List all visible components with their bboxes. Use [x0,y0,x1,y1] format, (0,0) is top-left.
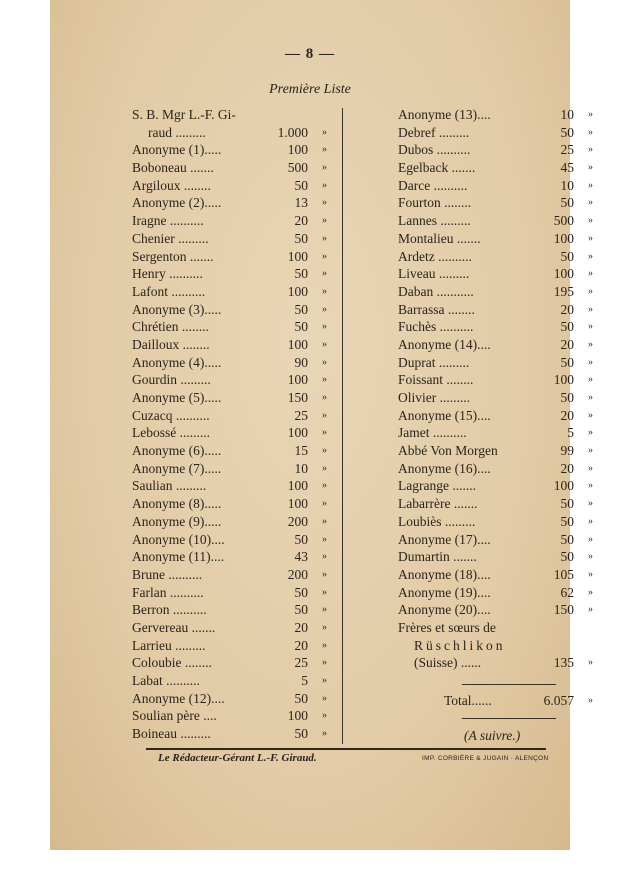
donor-name: Anonyme (5)..... [132,390,222,405]
donor-name: Dailloux ........ [132,336,210,352]
list-row [348,442,593,460]
unit-mark: » [588,604,593,616]
donor-name: Coloubie ........ [132,655,212,671]
list-row [348,531,593,549]
donor-name: Cuzacq .......... [132,407,210,423]
total-rule-bottom [462,718,556,719]
list-row [348,584,593,602]
donor-name: Lagrange ....... [398,478,476,494]
donor-name: Anonyme (19).... [398,584,491,600]
donor-name: Fuchès .......... [398,319,474,335]
donation-amount: 200 [287,566,308,582]
right-column [348,106,593,672]
donation-amount: 100 [287,248,308,264]
list-row [132,389,344,407]
list-row [132,513,344,531]
donation-amount: 100 [287,478,308,494]
unit-mark: » [588,480,593,492]
list-row [348,619,560,637]
list-row [348,230,593,248]
donor-name: Anonyme (18).... [398,566,491,582]
donor-name: Foissant ........ [398,372,474,388]
list-row [132,230,344,248]
donor-name: Brune .......... [132,566,203,582]
donation-amount: 13 [294,195,308,211]
unit-mark: » [588,109,593,120]
donation-amount: 100 [553,372,574,388]
list-row [348,460,593,478]
unit-mark: » [322,303,327,315]
unit-mark: » [322,533,327,545]
donation-amount: 195 [553,283,574,299]
list-row [132,601,344,619]
donor-name: Duprat ......... [398,354,470,370]
donation-amount: 45 [560,160,574,176]
list-row [348,424,593,442]
page-number: — 8 — [285,46,335,62]
list-row [348,371,593,389]
donation-amount: 100 [287,425,308,441]
unit-mark: » [588,657,593,669]
unit-mark: » [322,285,327,297]
left-column [132,106,344,743]
unit-mark: » [322,356,327,368]
donor-name: Labarrère ....... [398,496,478,512]
list-row [132,495,344,513]
donor-name: Anonyme (9)..... [132,513,222,529]
donation-amount: 50 [560,531,574,547]
donor-name: Sergenton ....... [132,248,214,264]
donation-amount: 100 [287,496,308,512]
donor-name: Anonyme (17).... [398,531,491,547]
list-row [348,566,593,584]
donation-amount: 25 [294,407,308,423]
list-row [348,106,593,124]
unit-mark: » [322,639,327,651]
donation-amount: 50 [560,496,574,512]
donor-name: Anonyme (12).... [132,690,225,706]
donor-name: Lafont .......... [132,283,206,299]
donation-amount: 50 [560,549,574,565]
donation-amount: 100 [287,372,308,388]
donation-amount: 100 [287,283,308,299]
donor-name: Lannes ......... [398,213,471,229]
unit-mark: » [322,568,327,580]
list-row [132,442,344,460]
donation-amount: 15 [294,443,308,459]
donation-amount: 50 [560,248,574,264]
donor-name: Anonyme (4)..... [132,354,222,370]
unit-mark: » [322,480,327,492]
unit-mark: » [588,338,593,350]
donor-name: Anonyme (8)..... [132,496,222,512]
footer-rule [146,748,546,750]
donation-amount: 1.000 [277,124,308,140]
donor-name: Frères et sœurs de [398,619,496,635]
donation-amount: 20 [294,637,308,653]
unit-mark: » [322,232,327,244]
unit-mark: » [588,162,593,174]
list-row [348,354,593,372]
donation-amount: 50 [560,195,574,211]
donation-amount: 50 [294,266,308,282]
list-row [132,690,344,708]
donation-amount: 20 [294,213,308,229]
list-row [132,548,344,566]
unit-mark: » [588,126,593,138]
donor-name: Farlan .......... [132,584,204,600]
donation-amount: 150 [287,390,308,405]
unit-mark: » [588,533,593,545]
donation-amount: 90 [294,354,308,370]
unit-mark: » [588,285,593,297]
donor-name: Boineau ......... [132,726,211,742]
list-row [348,248,593,266]
unit-mark: » [588,215,593,227]
unit-mark: » [588,144,593,156]
donor-name: Rüschlikon [414,637,506,653]
total-rule-top [462,684,556,685]
list-row [132,177,344,195]
unit-mark: » [588,197,593,209]
donation-amount: 20 [560,460,574,476]
donor-name: Labat .......... [132,673,200,688]
donation-amount: 50 [294,177,308,193]
donation-amount: 5 [567,425,574,441]
donation-amount: 50 [560,319,574,335]
donation-amount: 50 [560,513,574,529]
list-row [132,283,344,301]
donor-name: Anonyme (13).... [398,107,491,122]
donor-name: Debref ......... [398,124,470,140]
total-unit: » [588,695,593,706]
unit-mark: » [322,728,327,740]
donor-name: Egelback ....... [398,160,476,176]
list-row [132,159,344,177]
list-row [348,318,593,336]
unit-mark: » [322,268,327,280]
unit-mark: » [322,338,327,350]
unit-mark: » [322,427,327,439]
list-row [132,672,344,690]
list-row [132,212,344,230]
unit-mark: » [588,551,593,563]
unit-mark: » [322,179,327,191]
donation-amount: 5 [301,673,308,688]
unit-mark: » [322,657,327,669]
unit-mark: » [322,710,327,722]
donation-amount: 100 [553,266,574,282]
unit-mark: » [322,692,327,704]
unit-mark: » [322,515,327,527]
donor-name: Daban ........... [398,283,474,299]
donor-name: Iragne .......... [132,213,204,229]
list-row [348,477,593,495]
donation-amount: 20 [560,407,574,423]
unit-mark: » [322,409,327,421]
donation-amount: 25 [294,655,308,671]
list-row [348,177,593,195]
footer-printer: IMP. CORBIÈRE & JUGAIN · ALENÇON [422,755,549,762]
unit-mark: » [588,515,593,527]
list-row [132,566,344,584]
donor-name: Chrétien ........ [132,319,209,335]
donor-name: Abbé Von Morgen [398,443,498,459]
list-row [348,265,593,283]
list-row [132,141,344,159]
list-row [348,601,593,619]
donation-amount: 43 [294,549,308,565]
list-row [132,265,344,283]
donation-amount: 20 [560,336,574,352]
unit-mark: » [322,392,327,403]
donor-name: Henry .......... [132,266,203,282]
unit-mark: » [322,144,327,156]
list-row [132,460,344,478]
donation-amount: 200 [287,513,308,529]
unit-mark: » [588,356,593,368]
donation-amount: 50 [560,124,574,140]
list-row [132,318,344,336]
list-row [348,124,593,142]
donation-amount: 500 [287,160,308,176]
donor-name: Ardetz .......... [398,248,472,264]
unit-mark: » [588,268,593,280]
donor-name: Anonyme (20).... [398,602,491,618]
donor-name: Liveau ......... [398,266,470,282]
donor-name: Anonyme (11).... [132,549,225,565]
list-row [348,513,593,531]
unit-mark: » [588,498,593,510]
list-row [348,194,593,212]
donation-amount: 50 [294,319,308,335]
document-page [50,0,593,850]
donation-amount: 105 [553,566,574,582]
donation-amount: 50 [560,354,574,370]
donation-amount: 50 [294,690,308,706]
list-row [132,424,344,442]
donation-amount: 50 [294,726,308,742]
list-row [132,194,344,212]
donor-name: Darce .......... [398,177,468,193]
unit-mark: » [322,604,327,616]
list-row [348,637,560,655]
list-row [348,336,593,354]
donor-name: Anonyme (16).... [398,460,491,476]
donor-name: Argiloux ........ [132,177,211,193]
list-row [132,584,344,602]
donor-name: Larrieu ......... [132,637,206,653]
donation-amount: 50 [294,230,308,246]
unit-mark: » [322,586,327,598]
unit-mark: » [322,215,327,227]
donation-amount: 99 [560,443,574,459]
donor-name: Jamet .......... [398,425,467,441]
total-row [348,692,593,710]
donation-amount: 20 [560,301,574,317]
donor-name: Anonyme (10).... [132,531,225,547]
unit-mark: » [322,162,327,174]
list-row [132,301,344,319]
list-row [132,725,344,743]
list-row [348,141,593,159]
donor-name: Barrassa ........ [398,301,475,317]
donation-amount: 50 [294,584,308,600]
donation-amount: 10 [294,460,308,476]
list-row [132,477,344,495]
list-row [348,389,593,407]
donation-amount: 100 [287,708,308,724]
unit-mark: » [588,462,593,474]
list-row [348,548,593,566]
donor-name: Dubos .......... [398,142,471,158]
unit-mark: » [588,250,593,262]
list-row [348,159,593,177]
unit-mark: » [588,179,593,191]
list-row [132,619,344,637]
list-row [132,336,344,354]
donation-amount: 50 [294,602,308,618]
donation-amount: 50 [560,390,574,405]
unit-mark: » [322,551,327,563]
donation-amount: 100 [287,336,308,352]
donor-name: S. B. Mgr L.-F. Gi- [132,107,236,122]
donor-name: Montalieu ....... [398,230,481,246]
unit-mark: » [588,321,593,333]
list-row [348,495,593,513]
list-row [132,248,344,266]
unit-mark: » [322,374,327,386]
footer-editor: Le Rédacteur-Gérant L.-F. Giraud. [158,752,317,764]
donor-name: Lebossé ......... [132,425,210,441]
donation-amount: 10 [560,177,574,193]
donor-name: (Suisse) ...... [414,655,482,671]
list-row [348,212,593,230]
list-row [132,124,344,142]
list-row [132,106,344,124]
unit-mark: » [322,126,327,138]
list-row [348,407,593,425]
unit-mark: » [322,498,327,510]
unit-mark: » [588,568,593,580]
donor-name: raud ......... [148,124,206,140]
donor-name: Gervereau ....... [132,619,216,635]
donor-name: Saulian ......... [132,478,207,494]
list-row [132,354,344,372]
donor-name: Boboneau ....... [132,160,214,176]
donor-name: Anonyme (6)..... [132,443,222,459]
donor-name: Anonyme (2)..... [132,195,222,211]
donor-name: Fourton ........ [398,195,472,211]
list-row [132,707,344,725]
donor-name: Soulian père .... [132,708,217,724]
donor-name: Anonyme (7)..... [132,460,222,476]
donation-amount: 50 [294,301,308,317]
total-amount: 6.057 [543,693,574,708]
unit-mark: » [588,392,593,403]
list-row [132,637,344,655]
unit-mark: » [588,374,593,386]
list-row [132,371,344,389]
donation-amount: 62 [560,584,574,600]
donation-amount: 100 [287,142,308,158]
donor-name: Loubiès ......... [398,513,476,529]
donor-name: Anonyme (14).... [398,336,491,352]
donation-amount: 100 [553,230,574,246]
to-follow-note: (A suivre.) [464,728,521,743]
donation-amount: 500 [553,213,574,229]
unit-mark: » [322,321,327,333]
list-title: Première Liste [269,82,351,97]
unit-mark: » [322,197,327,209]
unit-mark: » [322,445,327,457]
donation-amount: 135 [553,655,574,671]
donor-name: Berron .......... [132,602,207,618]
donor-name: Anonyme (1)..... [132,142,222,158]
unit-mark: » [588,427,593,439]
donor-name: Olivier ......... [398,390,470,405]
list-row [348,654,593,672]
list-row [132,531,344,549]
donation-amount: 25 [560,142,574,158]
donor-name: Anonyme (15).... [398,407,491,423]
donor-name: Gourdin ......... [132,372,211,388]
donation-amount: 150 [553,602,574,618]
unit-mark: » [588,303,593,315]
unit-mark: » [588,232,593,244]
unit-mark: » [588,409,593,421]
donation-amount: 100 [553,478,574,494]
column-divider [342,108,343,744]
unit-mark: » [322,250,327,262]
unit-mark: » [588,445,593,457]
unit-mark: » [588,586,593,598]
donor-name: Anonyme (3)..... [132,301,222,317]
donation-amount: 20 [294,619,308,635]
unit-mark: » [322,462,327,474]
list-row [348,283,593,301]
list-row [132,654,344,672]
list-row [132,407,344,425]
total-label: Total...... [444,693,492,708]
unit-mark: » [322,621,327,633]
donation-amount: 10 [560,107,574,122]
donor-name: Chenier ......... [132,230,209,246]
unit-mark: » [322,675,327,686]
donation-amount: 50 [294,531,308,547]
donor-name: Dumartin ....... [398,549,477,565]
list-row [348,301,593,319]
